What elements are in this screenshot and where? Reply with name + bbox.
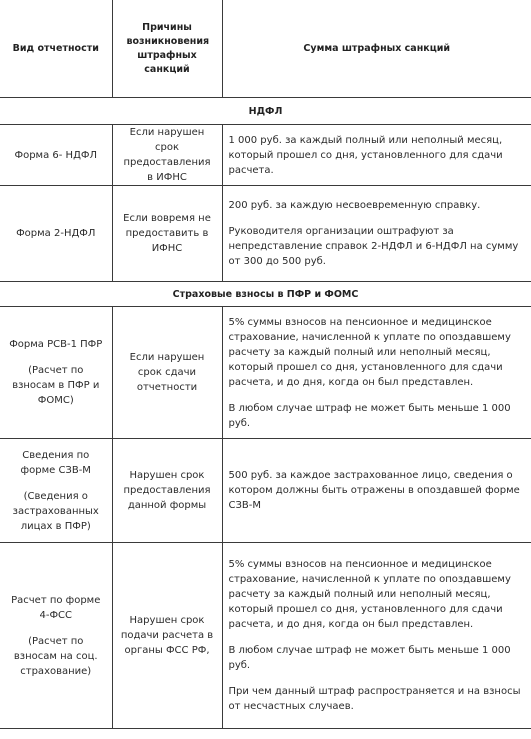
penalty-cell <box>222 186 531 282</box>
section-ndfl <box>0 98 531 125</box>
report-type-cell <box>0 125 112 186</box>
penalty-text: Руководителя организации оштрафуют за непредставление справок 2-НДФЛ и 6-НДФЛ на сумму от 300 до 500 руб. <box>228 226 519 267</box>
header-row <box>0 0 531 98</box>
header-report-type: Вид отчетности <box>0 0 112 98</box>
penalty-text: 500 руб. за каждое застрахованное лицо, сведения о котором должны быть отражены в опоздавшей форме СЗВ-М <box>228 470 520 511</box>
penalty-text: 5% суммы взносов на пенсионное и медицинское страхование, начисленной к уплате по опоздавшему расчету за каждый полный или неполный месяц, который прошел со дня, установленного для сдачи расчета, и до дня, когда он был представлен. <box>228 316 511 388</box>
penalty-cell <box>222 543 531 729</box>
table-row <box>0 439 531 543</box>
report-type-note: (Сведения о застрахованных лицах в ПФР) <box>12 490 99 532</box>
reason-cell: Если нарушен срок сдачи отчетности <box>112 307 222 439</box>
report-type-cell <box>0 186 112 282</box>
report-type-cell <box>0 543 112 729</box>
report-type-name: Форма 6- НДФЛ <box>14 149 98 161</box>
section-title: НДФЛ <box>0 98 531 125</box>
penalty-cell <box>222 307 531 439</box>
report-type-cell <box>0 439 112 543</box>
reason-cell: Если нарушен срок предоставления в ИФНС <box>112 125 222 186</box>
table-row <box>0 186 531 282</box>
header-penalty-amount: Сумма штрафных санкций <box>222 0 531 98</box>
penalty-text: 1 000 руб. за каждый полный или неполный месяц, который прошел со дня, установленного для сдачи расчета. <box>228 134 503 176</box>
table-row <box>0 307 531 439</box>
section-insurance <box>0 282 531 307</box>
report-type-cell <box>0 307 112 439</box>
report-type-name: Форма РСВ-1 ПФР <box>9 339 103 350</box>
header-reasons: Причины возникновения штрафных санкций <box>112 0 222 98</box>
report-type-name: Расчет по форме 4-ФСС <box>11 594 101 621</box>
penalty-text: 5% суммы взносов на пенсионное и медицинское страхование, начисленной к уплате по опоздавшему расчету за каждый полный или неполный месяц, который прошел со дня, установленного для сдачи расчета, и до дня, когда он был представлен. <box>228 559 511 630</box>
penalty-text: 200 руб. за каждую несвоевременную справку. <box>228 200 481 211</box>
report-type-name: Сведения по форме СЗВ-М <box>20 449 91 476</box>
penalty-text: В любом случае штраф не может быть меньше 1 000 руб. <box>228 402 511 429</box>
section-title: Страховые взносы в ПФР и ФОМС <box>0 282 531 307</box>
reason-cell: Нарушен срок предоставления данной формы <box>112 439 222 543</box>
report-type-name: Форма 2-НДФЛ <box>16 228 96 239</box>
reason-cell: Нарушен срок подачи расчета в органы ФСС РФ, <box>112 543 222 729</box>
penalty-text: При чем данный штраф распространяется и на взносы от несчастных случаев. <box>228 686 521 712</box>
report-type-note: (Расчет по взносам в ПФР и ФОМС) <box>12 365 100 406</box>
table-row <box>0 125 531 186</box>
penalty-cell <box>222 125 531 186</box>
report-type-note: (Расчет по взносам на соц. страхование) <box>13 635 98 677</box>
reason-cell: Если вовремя не предоставить в ИФНС <box>112 186 222 282</box>
table-row <box>0 543 531 729</box>
penalty-cell <box>222 439 531 543</box>
penalty-text: В любом случае штраф не может быть меньше 1 000 руб. <box>228 645 511 671</box>
